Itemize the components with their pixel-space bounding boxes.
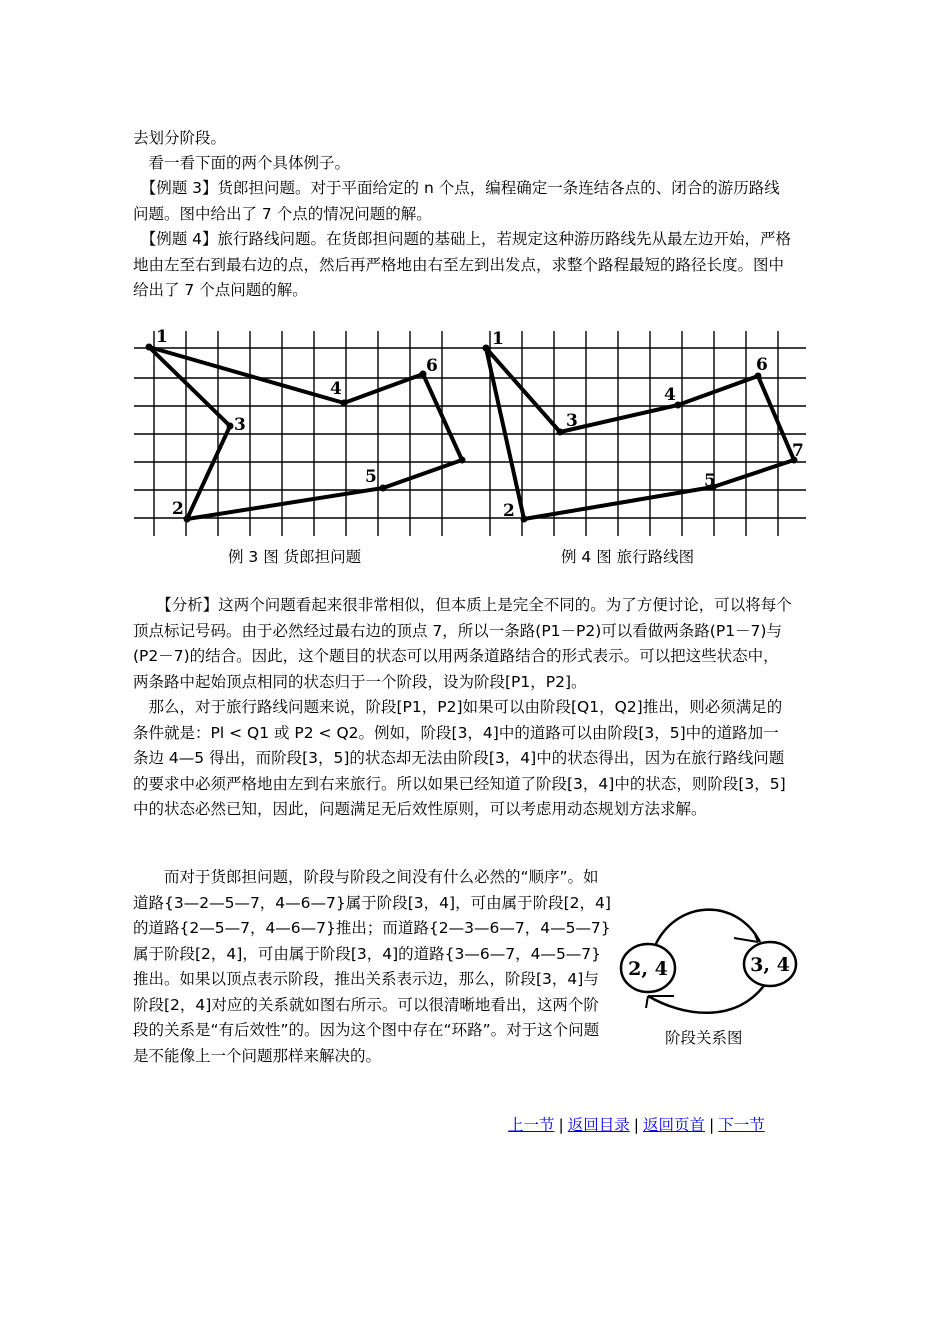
figure-4-travel-diagram <box>470 326 806 536</box>
next-section-link[interactable]: 下一节 <box>718 1116 765 1134</box>
fig3-point-label-3: 3 <box>234 415 246 435</box>
fig4-point-label-6: 6 <box>756 355 768 375</box>
fig3-point-label-6: 6 <box>426 356 438 376</box>
fig3-point-label-1: 1 <box>156 327 168 347</box>
figure-3-caption: 例 3 图 货郎担问题 <box>228 548 362 566</box>
tsp-route <box>149 347 462 519</box>
back-to-top-link[interactable]: 返回页首 <box>643 1116 706 1134</box>
fig4-point-label-1: 1 <box>492 329 504 349</box>
paragraph-travel-analysis: 那么，对于旅行路线问题来说，阶段[P1，P2]如果可以由阶段[Q1，Q2]推出，则必须满足的条件就是：Pl < Q1 或 P2 < Q2。例如，阶段[3，4]中的道路可以由阶段[3，5]中的道路加一条边 4—5 得出，而阶段[3，5]的状态却无法由阶段[3，4]中的状态得出，因为在旅行路线问题的要求中必须严格地由左到右来旅行。所以如果已经知道了阶段[3，4]中的状态，则阶段[3，5]中的状态必然已知，因此，问题满足无后效性原则，可以考虑用动态规划方法求解。 <box>133 698 786 818</box>
stage-relation-diagram <box>618 900 800 1018</box>
fig3-point-label-2: 2 <box>172 499 184 519</box>
nav-separator: | <box>633 1116 639 1134</box>
stage-node-3-4-label: 3, 4 <box>750 954 790 976</box>
page-navigation <box>508 1114 765 1136</box>
fig3-point-label-4: 4 <box>330 379 342 399</box>
nav-separator: | <box>709 1116 715 1134</box>
fig4-point-label-7: 7 <box>792 441 804 461</box>
figure-3-tsp-diagram <box>134 326 470 536</box>
fig4-point-label-4: 4 <box>664 385 676 405</box>
fig4-point-label-5: 5 <box>704 471 716 491</box>
paragraph-example-4: 【例题 4】旅行路线问题。在货郎担问题的基础上，若规定这种游历路线先从最左边开始，严格地由左至右到最右边的点，然后再严格地由右至左到出发点，求整个路程最短的路径长度。图中给出了 7 个点问题的解。 <box>133 230 792 299</box>
paragraph-tsp-analysis: 而对于货郎担问题，阶段与阶段之间没有什么必然的“顺序”。如道路{3—2—5—7，4—6—7}属于阶段[3，4]，可由属于阶段[2，4]的道路{2—5—7，4—6—7}推出；而道路{2—3—6—7，4—5—7}属于阶段[2，4]，可由属于阶段[3，4]的道路{3—6—7，4—5—7}推出。如果以顶点表示阶段，推出关系表示边，那么，阶段[3，4]与阶段[2，4]对应的关系就如图右所示。可以很清晰地看出，这两个阶段的关系是“有后效性”的。因为这个图中存在“环路”。对于这个问题是不能像上一个问题那样来解决的。 <box>133 868 611 1065</box>
back-to-toc-link[interactable]: 返回目录 <box>567 1116 630 1134</box>
stage-node-2-4-label: 2, 4 <box>628 958 668 980</box>
fig4-point-label-3: 3 <box>566 411 578 431</box>
stage-relation-caption: 阶段关系图 <box>665 1029 743 1047</box>
fig4-point-label-2: 2 <box>503 501 515 521</box>
paragraph-example-3: 【例题 3】货郎担问题。对于平面给定的 n 个点，编程确定一条连结各点的、闭合的游历路线问题。图中给出了 7 个点的情况问题的解。 <box>133 179 780 223</box>
paragraph-examples-lead: 看一看下面的两个具体例子。 <box>133 154 351 172</box>
fig3-point-label-5: 5 <box>365 467 377 487</box>
figure-4-caption: 例 4 图 旅行路线图 <box>561 548 695 566</box>
prev-section-link[interactable]: 上一节 <box>508 1116 555 1134</box>
paragraph-intro-end: 去划分阶段。 <box>133 129 227 147</box>
nav-separator: | <box>558 1116 564 1134</box>
paragraph-analysis: 【分析】这两个问题看起来很非常相似，但本质上是完全不同的。为了方便讨论，可以将每个顶点标记号码。由于必然经过最右边的顶点 7，所以一条路(P1－P2)可以看做两条路(P1－7)与(P2－7)的结合。因此，这个题目的状态可以用两条道路结合的形式表示。可以把这些状态中，两条路中起始顶点相同的状态归于一个阶段，设为阶段[P1，P2]。 <box>133 596 792 691</box>
